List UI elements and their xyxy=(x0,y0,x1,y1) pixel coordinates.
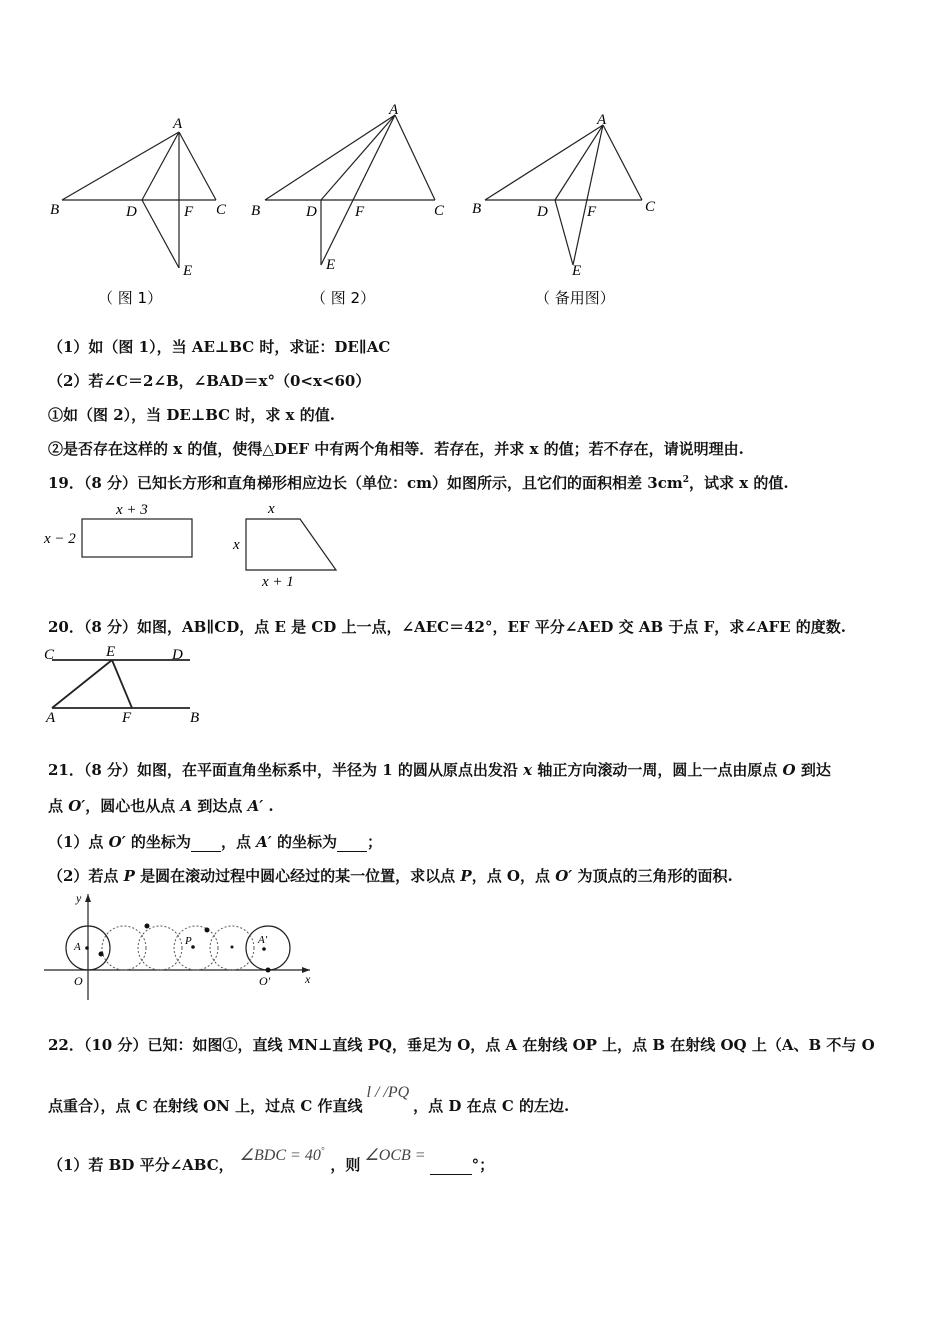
q21-p2e: O′ xyxy=(555,867,573,885)
label-a: A xyxy=(46,710,56,726)
q22-p1a: （1）若 BD 平分∠ABC， xyxy=(48,1156,234,1174)
q21-l1b: 轴正方向滚动一周，圆上一点由原点 xyxy=(532,761,783,779)
q21-p2d: ，点 O，点 xyxy=(471,867,556,885)
label-d: D xyxy=(537,204,548,220)
q22-part1 xyxy=(48,1145,495,1175)
answer-blank[interactable] xyxy=(430,1156,472,1175)
axis-x-label: x xyxy=(305,972,311,986)
label-f: F xyxy=(184,204,194,220)
figure-3 xyxy=(465,105,675,310)
label-e: E xyxy=(572,263,582,279)
q21-l2A2: A′ xyxy=(247,797,264,815)
q21-p2f: 为顶点的三角形的面积. xyxy=(572,867,733,885)
label-b: B xyxy=(190,710,200,726)
rect-top-label: x + 3 xyxy=(116,502,148,518)
q22-l2a: 点重合），点 C 在射线 ON 上，过点 C 作直线 xyxy=(48,1097,363,1115)
q21-p1c: ，点 xyxy=(220,833,257,851)
q22-math-ocb: ∠OCB = xyxy=(364,1147,426,1164)
q21-p1a: （1）点 xyxy=(48,833,109,851)
trap-bottom-label: x + 1 xyxy=(262,574,294,590)
q19-text xyxy=(48,472,789,493)
q21-l1x: x xyxy=(523,761,533,779)
figure-caption: （ 图 2） xyxy=(311,289,376,307)
label-a: A xyxy=(597,112,607,128)
axis-y-label: y xyxy=(76,891,82,905)
q21-p2b: 是圆在滚动过程中圆心经过的某一位置，求以点 xyxy=(134,867,461,885)
label-b: B xyxy=(251,203,261,219)
q21-p1A: A′ xyxy=(256,833,272,851)
q21-l1a: 21．（8 分）如图，在平面直角坐标系中，半径为 1 的圆从原点出发沿 xyxy=(48,761,524,779)
label-c: C xyxy=(645,199,656,215)
label-e: E xyxy=(326,257,336,273)
q19-figure xyxy=(40,498,350,593)
q21-line2 xyxy=(48,795,274,816)
q22-line2 xyxy=(48,1084,570,1116)
label-e: E xyxy=(106,644,116,660)
trap-left-label: x xyxy=(233,537,240,553)
point-p-label: P xyxy=(185,935,192,947)
origin-label: O xyxy=(74,974,83,988)
point-o-prime-label: O′ xyxy=(259,974,271,988)
figure-caption: （ 图 1） xyxy=(98,289,163,307)
q21-line1 xyxy=(48,759,831,780)
label-d: D xyxy=(126,204,137,220)
q20-figure xyxy=(40,640,220,730)
q21-l2c: 到达点 xyxy=(192,797,248,815)
q21-l2A: A xyxy=(180,797,193,815)
label-e: E xyxy=(183,263,193,279)
q21-part2 xyxy=(48,865,733,886)
label-a: A xyxy=(173,116,183,132)
q21-figure xyxy=(40,890,330,1005)
label-d: D xyxy=(306,204,317,220)
label-f: F xyxy=(355,204,365,220)
q22-math-l: l / /PQ xyxy=(366,1084,410,1101)
point-a-prime-label: A′ xyxy=(258,934,268,946)
q19-text-a: 19．（8 分）已知长方形和直角梯形相应边长（单位：cm）如图所示，且它们的面积相差 3cm xyxy=(48,474,683,492)
q21-l2b: ，圆心也从点 xyxy=(85,797,181,815)
rect-left-label: x − 2 xyxy=(44,531,76,547)
q21-p2c: P xyxy=(460,867,472,885)
label-c: C xyxy=(44,647,55,663)
q21-l1c: 到达 xyxy=(795,761,831,779)
q18-part2: （2）若∠C＝2∠B，∠BAD＝x°（0<x<60） xyxy=(48,372,371,390)
label-f: F xyxy=(122,710,132,726)
q21-l2o: O′ xyxy=(68,797,86,815)
q21-p1o: O′ xyxy=(108,833,126,851)
q20-text: 20．（8 分）如图，AB∥CD，点 E 是 CD 上一点，∠AEC＝42°，EF 平分∠AED 交 AB 于点 F，求∠AFE 的度数. xyxy=(48,618,846,636)
q21-l1o: O xyxy=(782,761,796,779)
q21-p1b: 的坐标为 xyxy=(125,833,191,851)
point-a-label: A xyxy=(74,941,81,953)
figure-1 xyxy=(40,110,250,310)
answer-blank[interactable] xyxy=(191,833,221,852)
q21-p1d: 的坐标为 xyxy=(271,833,337,851)
figure-caption: （ 备用图） xyxy=(535,289,615,307)
label-b: B xyxy=(472,201,482,217)
q19-text-b: ，试求 x 的值. xyxy=(688,474,789,492)
q22-p1b: ，则 xyxy=(330,1156,361,1174)
label-a: A xyxy=(389,102,399,118)
q22-line1: 22．（10 分）已知：如图①，直线 MN⊥直线 PQ，垂足为 O，点 A 在射线 OP 上，点 B 在射线 OQ 上（A、B 不与 O xyxy=(48,1036,875,1054)
q19-sup: 2 xyxy=(682,475,689,485)
label-d: D xyxy=(172,647,183,663)
label-c: C xyxy=(434,203,445,219)
q21-p2a: （2）若点 xyxy=(48,867,124,885)
q22-math-bdc-text: ∠BDC = 40 xyxy=(239,1147,321,1164)
q22-math-bdc-sup: ° xyxy=(320,1145,325,1156)
q22-l2b: ，点 D 在点 C 的左边. xyxy=(413,1097,570,1115)
q21-part1 xyxy=(48,831,382,852)
label-f: F xyxy=(587,204,597,220)
q18-part2-2: ②是否存在这样的 x 的值，使得△DEF 中有两个角相等．若存在，并求 x 的值；若不存在，请说明理由. xyxy=(48,440,744,458)
q21-p2P: P xyxy=(123,867,135,885)
q21-p1e: ； xyxy=(367,833,383,851)
q21-l2d: . xyxy=(263,797,274,815)
figure-2 xyxy=(245,100,460,310)
label-b: B xyxy=(50,202,60,218)
answer-blank[interactable] xyxy=(337,833,367,852)
trap-top-label: x xyxy=(268,501,275,517)
q22-math-bdc xyxy=(234,1147,331,1164)
q18-part1: （1）如（图 1），当 AE⊥BC 时，求证：DE∥AC xyxy=(48,338,391,356)
q18-part2-1: ①如（图 2），当 DE⊥BC 时，求 x 的值. xyxy=(48,406,335,424)
q21-l2a: 点 xyxy=(48,797,69,815)
label-c: C xyxy=(216,202,227,218)
q22-p1c: °； xyxy=(471,1156,495,1174)
